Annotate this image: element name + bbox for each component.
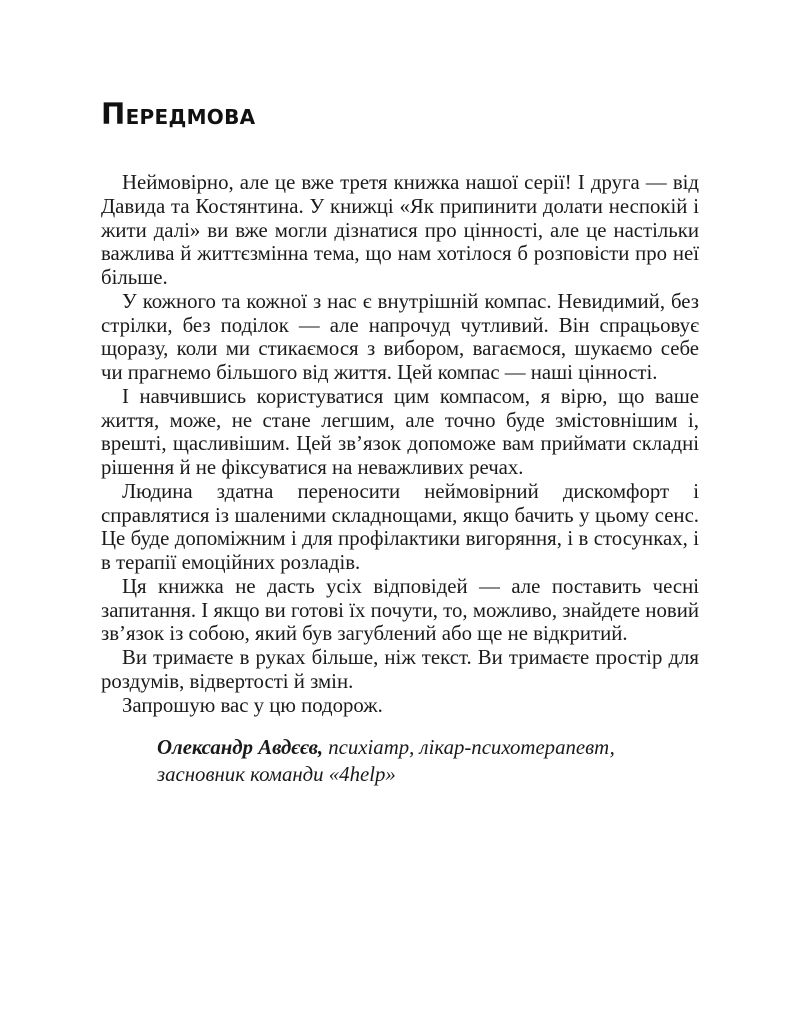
author-description: психіатр, лікар-психотерапевт, засновник команди «4help» xyxy=(157,736,615,787)
paragraph: Запрошую вас у цю подорож. xyxy=(122,693,383,717)
paragraph: У кожного та кожної з нас є внутрішній компас. Невидимий, без стрілки, без поділок — але напрочуд чутливий. Він спрацьовує щоразу, коли ми стикаємося з вибором, вагаємося, шукаємо себе чи прагнемо більшого від життя. Цей компас — наші цінності. xyxy=(101,289,699,384)
paragraph: Неймовірно, але це вже третя книжка нашої серії! І друга — від Давида та Костянтина. У книжці «Як припинити долати неспокій і жити далі» ви вже могли дізнатися про цінності, але це настільки важлива й життєзмінна тема, що нам хотілося б розповісти про неї більше. xyxy=(101,171,699,289)
paragraph: І навчившись користуватися цим компасом, я вірю, що ваше життя, може, не стане легшим, але точно буде змістовнішим і, врешті, щасливішим. Цей зв’язок допоможе вам приймати складні рішення й не фіксуватися на неважливих речах. xyxy=(101,384,699,479)
author-signature xyxy=(101,734,699,788)
paragraph: Людина здатна переносити неймовірний дискомфорт і справлятися із шаленими складнощами, якщо бачить у цьому сенс. Це буде допоміжним і для профілактики вигоряння, і в стосунках, і в терапії емоційних розладів. xyxy=(101,479,699,574)
page-title: Передмова xyxy=(101,97,256,131)
author-name: Олександр Авдєєв, xyxy=(157,736,324,760)
paragraph: Ця книжка не дасть усіх відповідей — але поставить чесні запитання. І якщо ви готові їх почути, то, можливо, знайдете новий зв’язок із собою, який був загублений або ще не відкритий. xyxy=(101,574,699,646)
preface-body xyxy=(101,171,699,788)
paragraph: Ви тримаєте в руках більше, ніж текст. Ви тримаєте простір для роздумів, відвертості й змін. xyxy=(101,646,699,693)
